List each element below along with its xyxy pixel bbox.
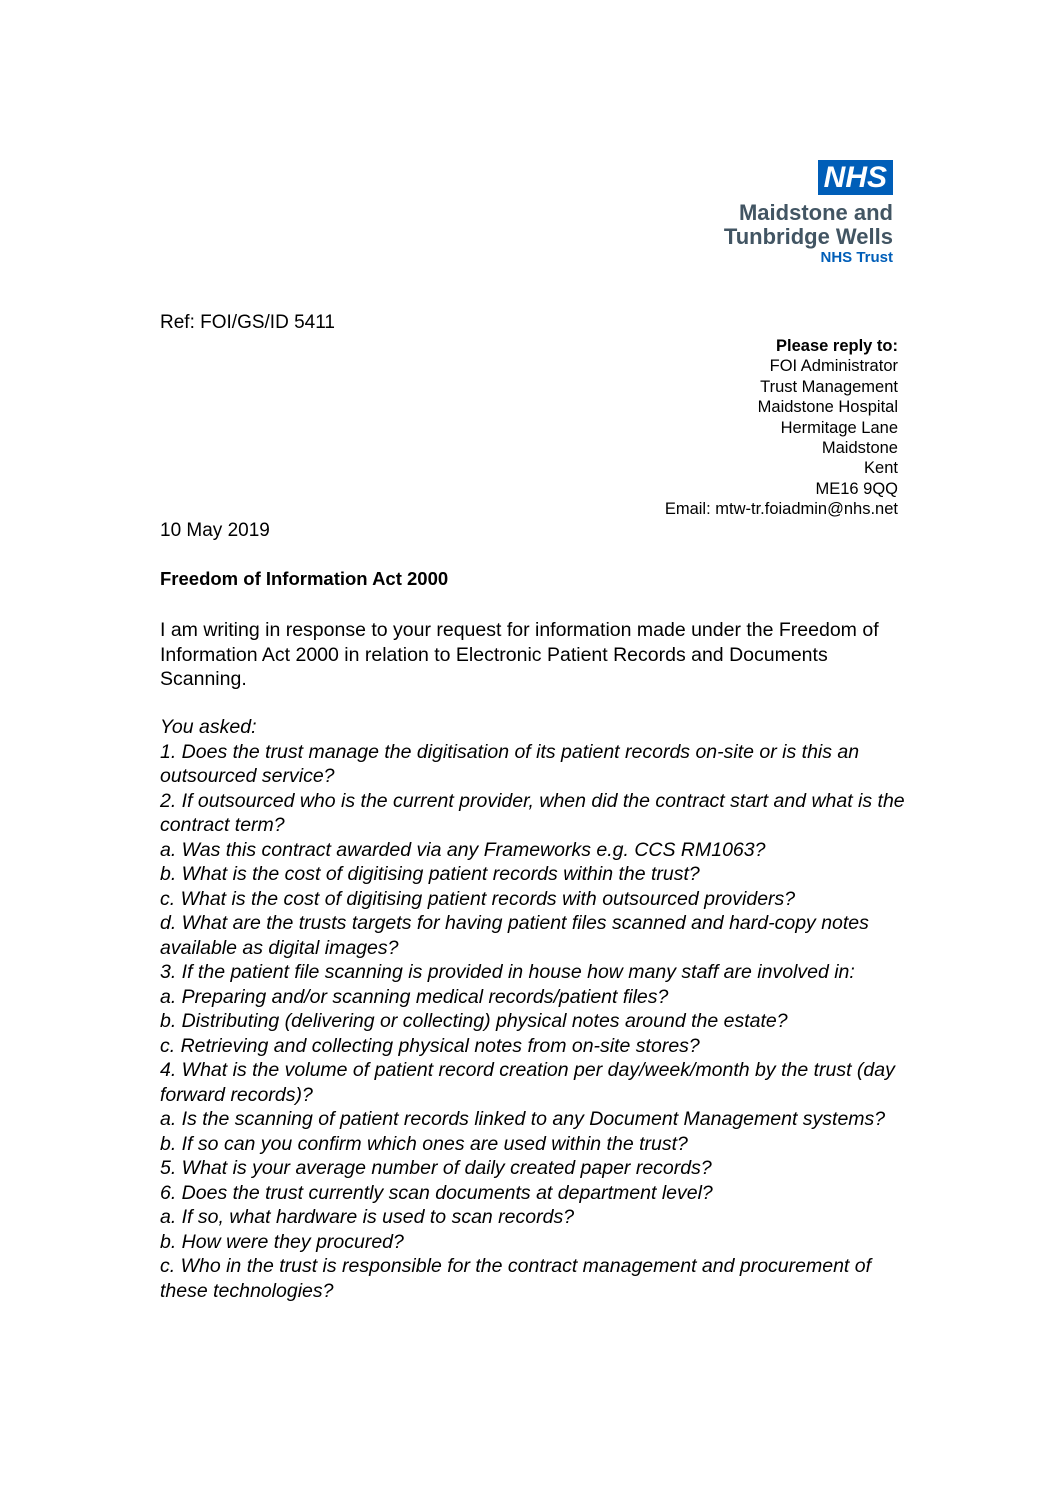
nhs-trust-logo	[724, 160, 893, 267]
reply-line: Maidstone	[821, 439, 898, 458]
question-item: a. If so, what hardware is used to scan records?	[160, 1206, 575, 1228]
nhs-badge: NHS	[818, 160, 893, 195]
reply-email: Email: mtw-tr.foiadmin@nhs.net	[664, 500, 898, 519]
question-item: 5. What is your average number of daily created paper records?	[160, 1157, 712, 1179]
question-item: b. What is the cost of digitising patient records within the trust?	[160, 863, 700, 885]
question-item: You asked:	[160, 716, 257, 738]
question-item: d. What are the trusts targets for having patient files scanned and hard-copy notes available as digital images?	[160, 912, 869, 959]
reply-line: Kent	[864, 459, 898, 478]
question-item: 1. Does the trust manage the digitisation of its patient records on-site or is this an outsourced service?	[160, 740, 860, 787]
intro-paragraph: I am writing in response to your request for information made under the Freedom of Information Act 2000 in relation to Electronic Patient Records and Documents Scanning.	[160, 619, 879, 690]
question-item: 3. If the patient file scanning is provided in house how many staff are involved in:	[160, 961, 855, 983]
question-item: 6. Does the trust currently scan documents at department level?	[160, 1181, 713, 1204]
question-item: b. Distributing (delivering or collecting) physical notes around the estate?	[160, 1010, 788, 1032]
questions-list	[160, 715, 905, 1303]
question-item: b. How were they procured?	[160, 1230, 404, 1253]
reply-title: Please reply to:	[776, 337, 898, 355]
org-name-line3: NHS Trust	[820, 249, 893, 266]
question-item: c. What is the cost of digitising patient records with outsourced providers?	[160, 887, 796, 910]
reference-number: Ref: FOI/GS/ID 5411	[160, 312, 335, 333]
question-item: 2. If outsourced who is the current provider, when did the contract start and what is the contract term?	[160, 789, 905, 836]
reply-address-block	[665, 336, 898, 520]
org-name-line1: Maidstone and	[738, 200, 893, 225]
question-item: a. Preparing and/or scanning medical records/patient files?	[160, 985, 669, 1008]
letter-heading: Freedom of Information Act 2000	[160, 568, 449, 589]
reply-line: ME16 9QQ	[815, 479, 898, 498]
question-item: a. Is the scanning of patient records linked to any Document Management systems?	[160, 1108, 886, 1130]
question-item: c. Retrieving and collecting physical notes from on-site stores?	[160, 1034, 700, 1057]
reply-line: Hermitage Lane	[780, 418, 898, 437]
org-name-line2: Tunbridge Wells	[723, 224, 893, 249]
question-item: b. If so can you confirm which ones are used within the trust?	[160, 1132, 688, 1155]
question-item: 4. What is the volume of patient record creation per day/week/month by the trust (day forward records)?	[160, 1059, 895, 1106]
question-item: a. Was this contract awarded via any Frameworks e.g. CCS RM1063?	[160, 838, 766, 861]
question-item: c. Who in the trust is responsible for the contract management and procurement of these technologies?	[160, 1255, 872, 1302]
reply-line: FOI Administrator	[769, 357, 898, 376]
reply-line: Trust Management	[760, 377, 898, 396]
reply-line: Maidstone Hospital	[757, 398, 898, 417]
letter-date: 10 May 2019	[160, 520, 270, 541]
